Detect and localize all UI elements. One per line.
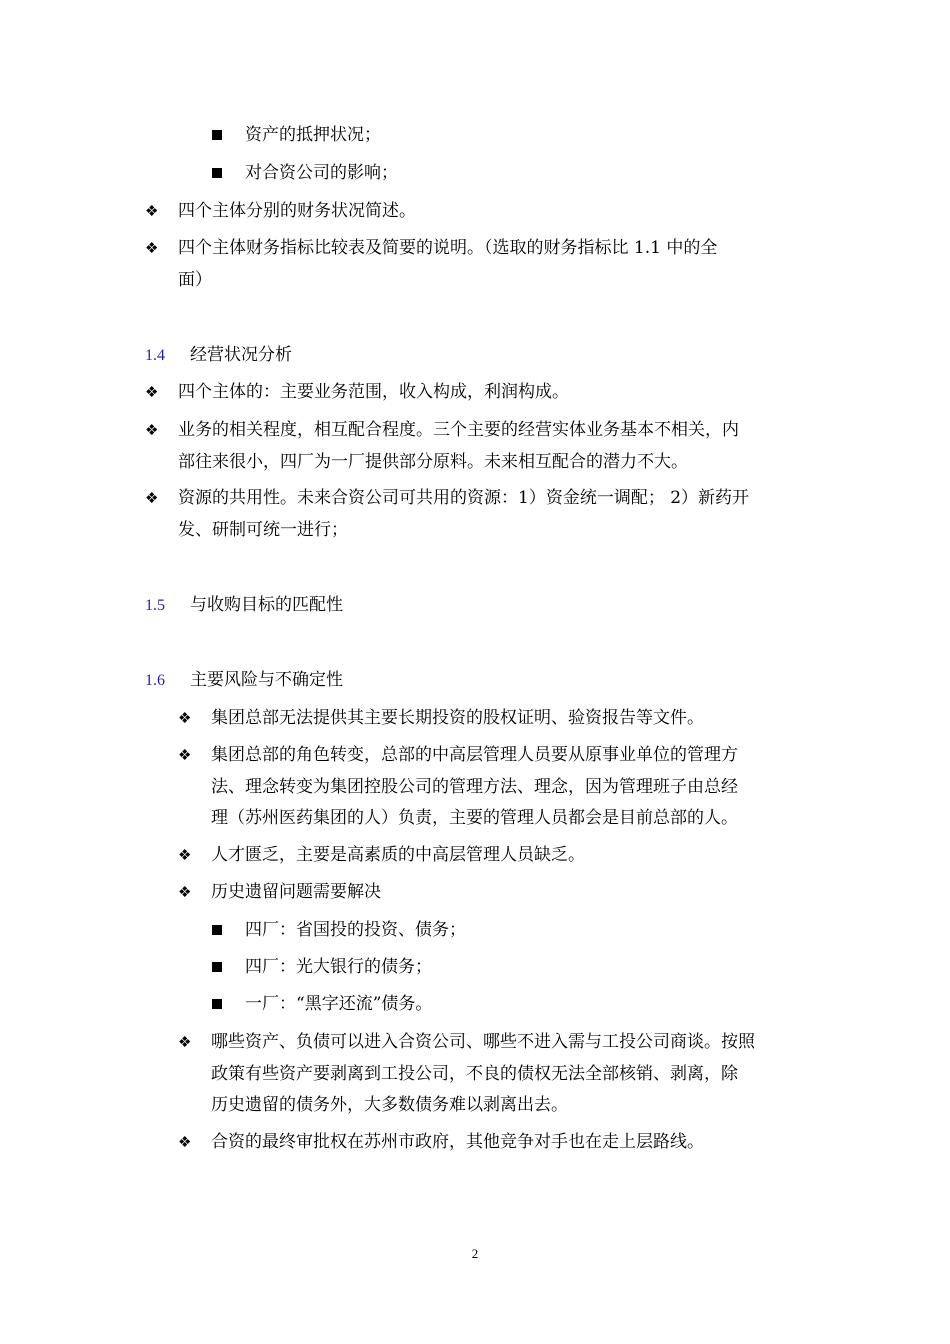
list-item-continuation: 理（苏州医药集团的人）负责，主要的管理人员都会是目前总部的人。 (211, 808, 738, 828)
list-item-continuation: 面） (178, 270, 212, 290)
list-item: 四个主体分别的财务状况简述。 (178, 201, 416, 221)
list-item: 四厂：省国投的投资、债务； (245, 920, 466, 940)
list-item-continuation: 政策有些资产要剥离到工投公司，不良的债权无法全部核销、剥离，除 (211, 1064, 738, 1084)
diamond-bullet-icon: ❖ (145, 202, 159, 220)
list-item: 四个主体财务指标比较表及简要的说明。（选取的财务指标比 1.1 中的全 (178, 238, 718, 258)
list-item: 历史遗留问题需要解决 (211, 882, 381, 902)
section-heading: 与收购目标的匹配性 (190, 595, 343, 615)
diamond-bullet-icon: ❖ (178, 1133, 192, 1151)
diamond-bullet-icon: ❖ (145, 239, 159, 257)
list-item: 四厂：光大银行的债务； (245, 957, 432, 977)
diamond-bullet-icon: ❖ (178, 709, 192, 727)
list-item: 资产的抵押状况； (245, 125, 381, 145)
list-item: 集团总部的角色转变，总部的中高层管理人员要从原事业单位的管理方 (211, 745, 738, 765)
diamond-bullet-icon: ❖ (145, 489, 159, 507)
list-item: 资源的共用性。未来合资公司可共用的资源：1）资金统一调配； 2）新药开 (178, 488, 750, 508)
diamond-bullet-icon: ❖ (178, 846, 192, 864)
page-number: 2 (471, 1246, 479, 1261)
square-bullet-icon (212, 925, 222, 935)
list-item-continuation: 法、理念转变为集团控股公司的管理方法、理念，因为管理班子由总经 (211, 777, 738, 797)
square-bullet-icon (212, 130, 222, 140)
list-item: 人才匮乏，主要是高素质的中高层管理人员缺乏。 (211, 845, 585, 865)
diamond-bullet-icon: ❖ (178, 746, 192, 764)
list-item-continuation: 历史遗留的债务外，大多数债务难以剥离出去。 (211, 1095, 568, 1115)
section-number: 1.5 (145, 597, 165, 614)
list-item: 业务的相关程度，相互配合程度。三个主要的经营实体业务基本不相关，内 (178, 420, 739, 440)
section-number: 1.6 (145, 672, 165, 689)
list-item: 集团总部无法提供其主要长期投资的股权证明、验资报告等文件。 (211, 708, 704, 728)
list-item: 四个主体的：主要业务范围，收入构成，利润构成。 (178, 382, 569, 402)
section-heading: 经营状况分析 (190, 345, 292, 365)
section-heading: 主要风险与不确定性 (190, 670, 343, 690)
diamond-bullet-icon: ❖ (178, 1033, 192, 1051)
diamond-bullet-icon: ❖ (145, 421, 159, 439)
section-number: 1.4 (145, 347, 165, 364)
list-item-continuation: 部往来很小，四厂为一厂提供部分原料。未来相互配合的潜力不大。 (178, 452, 688, 472)
diamond-bullet-icon: ❖ (145, 383, 159, 401)
square-bullet-icon (212, 999, 222, 1009)
diamond-bullet-icon: ❖ (178, 883, 192, 901)
square-bullet-icon (212, 962, 222, 972)
list-item-continuation: 发、研制可统一进行； (178, 520, 348, 540)
list-item: 合资的最终审批权在苏州市政府，其他竞争对手也在走上层路线。 (211, 1132, 704, 1152)
list-item: 哪些资产、负债可以进入合资公司、哪些不进入需与工投公司商谈。按照 (211, 1032, 755, 1052)
square-bullet-icon (212, 168, 222, 178)
list-item: 对合资公司的影响； (245, 163, 398, 183)
list-item: 一厂：“黑字还流”债务。 (245, 994, 433, 1014)
